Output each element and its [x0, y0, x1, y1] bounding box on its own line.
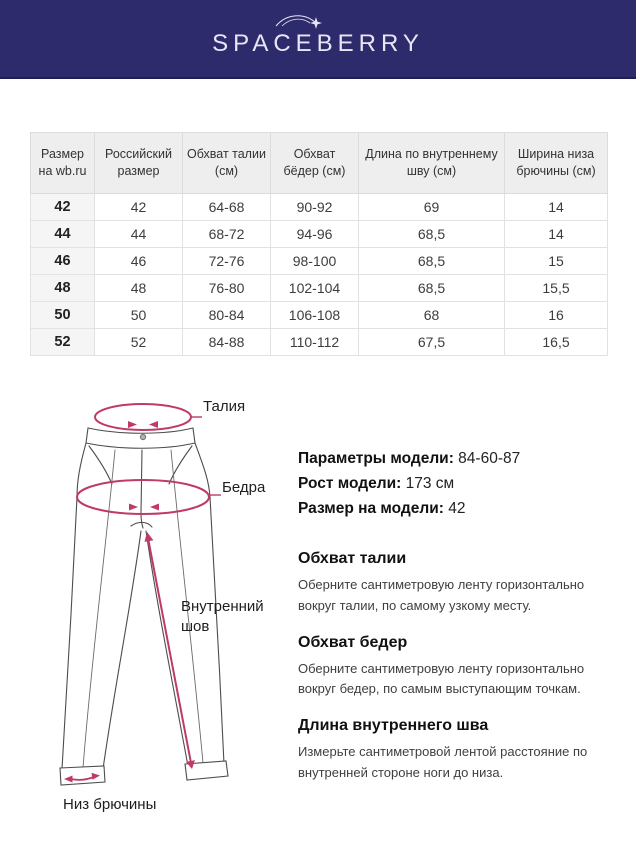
cell-hem-width: 16,5 [505, 329, 608, 356]
guide-section-inseam [298, 717, 610, 784]
cell-waist: 76-80 [183, 275, 271, 302]
model-height-label: Рост модели: [298, 475, 402, 492]
cell-hips: 110-112 [271, 329, 359, 356]
cell-hips: 102-104 [271, 275, 359, 302]
hips-label: Бедра [222, 479, 266, 496]
table-row [31, 248, 608, 275]
guide-title: Длина внутреннего шва [298, 717, 489, 735]
size-table-header [31, 133, 608, 194]
cell-ru-size: 42 [95, 194, 183, 221]
cell-ru-size: 52 [95, 329, 183, 356]
cell-ru-size: 46 [95, 248, 183, 275]
cell-ru-size: 44 [95, 221, 183, 248]
cell-waist: 64-68 [183, 194, 271, 221]
model-height-value: 173 см [405, 475, 455, 492]
cell-wb-size: 42 [31, 194, 95, 221]
cell-inseam: 68 [359, 302, 505, 329]
model-height-line [298, 471, 610, 496]
model-size-label: Размер на модели: [298, 500, 444, 517]
cell-inseam: 67,5 [359, 329, 505, 356]
brand-logo [212, 20, 424, 58]
cell-inseam: 69 [359, 194, 505, 221]
guide-title: Обхват бедер [298, 633, 408, 651]
measuring-info [298, 446, 610, 801]
cell-wb-size: 52 [31, 329, 95, 356]
cell-hem-width: 14 [505, 221, 608, 248]
hem-label: Низ брючины [63, 796, 157, 813]
table-row [31, 329, 608, 356]
cell-ru-size: 50 [95, 302, 183, 329]
cell-hips: 98-100 [271, 248, 359, 275]
size-table-body [31, 194, 608, 356]
cell-wb-size: 46 [31, 248, 95, 275]
model-params-line [298, 446, 610, 471]
cell-hips: 94-96 [271, 221, 359, 248]
inseam-label: Внутренний шов [181, 598, 264, 636]
cell-waist: 72-76 [183, 248, 271, 275]
model-size-value: 42 [448, 500, 466, 517]
brand-banner [0, 0, 636, 79]
cell-waist: 68-72 [183, 221, 271, 248]
cell-hem-width: 16 [505, 302, 608, 329]
table-row [31, 194, 608, 221]
table-row [31, 302, 608, 329]
cell-waist: 80-84 [183, 302, 271, 329]
cell-ru-size: 48 [95, 275, 183, 302]
cell-hips: 106-108 [271, 302, 359, 329]
table-row [31, 221, 608, 248]
guide-text: Измерьте сантиметровой лентой расстояние по внутренней стороне ноги до низа. [298, 744, 588, 780]
waist-label: Талия [203, 398, 246, 415]
table-row [31, 275, 608, 302]
guide-section-waist [298, 550, 610, 617]
measurement-guide [298, 550, 610, 784]
cell-inseam: 68,5 [359, 221, 505, 248]
guide-section-hips [298, 634, 610, 701]
model-size-line [298, 496, 610, 521]
cell-wb-size: 50 [31, 302, 95, 329]
size-table [30, 132, 608, 356]
cell-hem-width: 14 [505, 194, 608, 221]
model-params-label: Параметры модели: [298, 450, 454, 467]
guide-text: Оберните сантиметровую ленту горизонтально вокруг талии, по самому узкому месту. [298, 577, 585, 613]
model-info [298, 446, 610, 521]
cell-wb-size: 44 [31, 221, 95, 248]
col-header-hem-width: Ширина низа брючины (см) [505, 133, 608, 194]
guide-title: Обхват талии [298, 550, 407, 567]
pants-diagram [25, 385, 297, 830]
cell-inseam: 68,5 [359, 248, 505, 275]
cell-inseam: 68,5 [359, 275, 505, 302]
cell-waist: 84-88 [183, 329, 271, 356]
cell-wb-size: 48 [31, 275, 95, 302]
model-params-value: 84-60-87 [458, 450, 521, 467]
guide-text: Оберните сантиметровую ленту горизонтально вокруг бедер, по самым выступающим точкам. [298, 660, 585, 697]
col-header-wb-size: Размер на wb.ru [31, 133, 95, 194]
col-header-ru-size: Российский размер [95, 133, 183, 194]
col-header-hips: Обхват бёдер (см) [271, 133, 359, 194]
cell-hips: 90-92 [271, 194, 359, 221]
col-header-inseam: Длина по внутреннему шву (см) [359, 133, 505, 194]
col-header-waist: Обхват талии (см) [183, 133, 271, 194]
cell-hem-width: 15 [505, 248, 608, 275]
brand-name: SPACEBERRY [212, 29, 424, 57]
header-row [31, 133, 608, 194]
shooting-star-icon [274, 10, 326, 36]
cell-hem-width: 15,5 [505, 275, 608, 302]
